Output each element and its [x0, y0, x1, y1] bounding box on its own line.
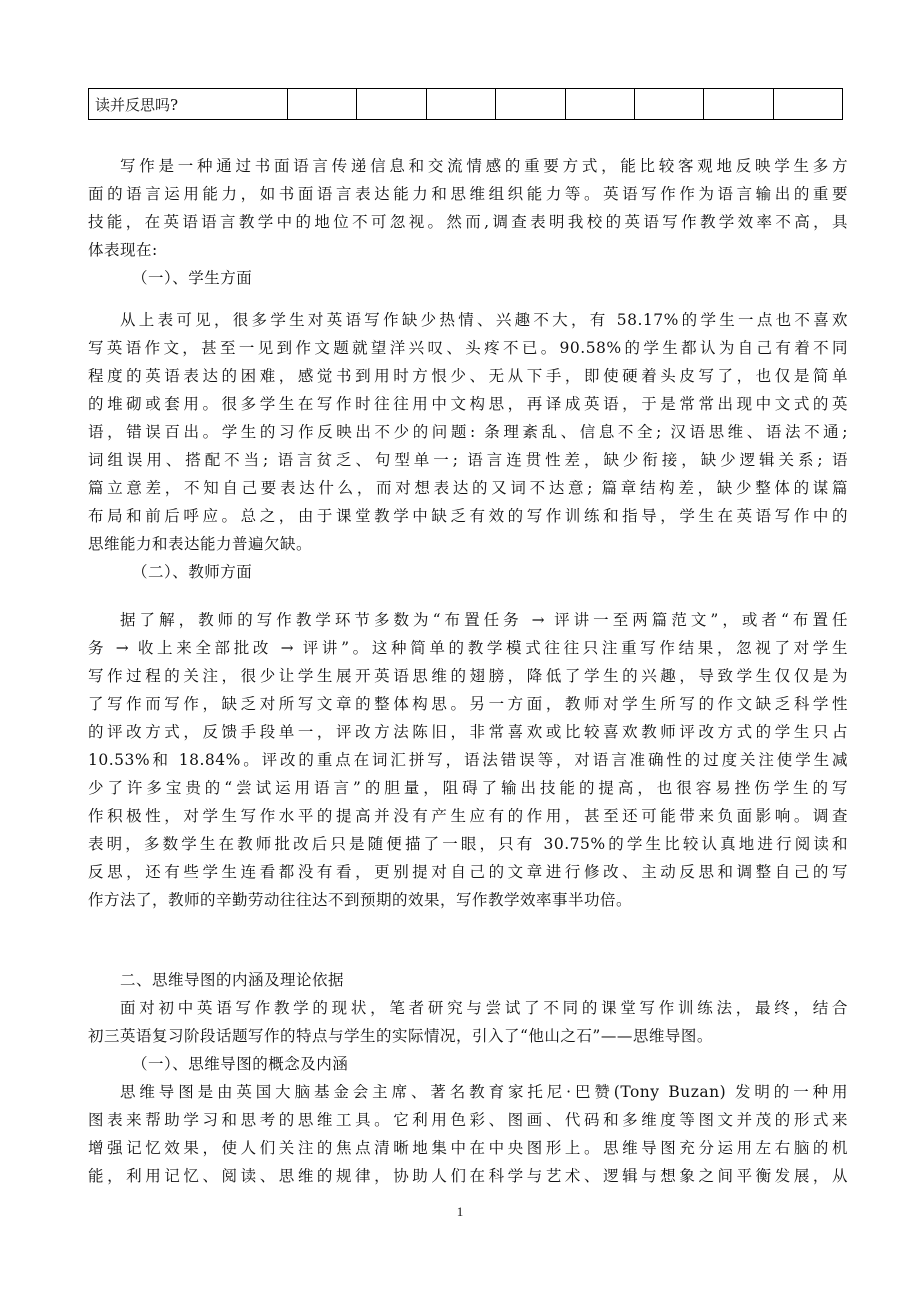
table-cell	[565, 89, 634, 120]
page-number: 1	[456, 1204, 464, 1219]
paragraph-line: 的堆砌或套用。很多学生在写作时往往用中文构思，再译成英语，于是常常出现中文式的英	[88, 395, 848, 413]
paragraph-line: 写作是一种通过书面语言传递信息和交流情感的重要方式，能比较客观地反映学生多方	[120, 157, 848, 175]
paragraph-line: 的评改方式，反馈手段单一，评改方法陈旧，非常喜欢或比较喜欢教师评改方式的学生只占	[88, 723, 848, 741]
paragraph-line: 据了解，教师的写作教学环节多数为“布置任务 → 评讲一至两篇范文”，或者“布置任	[120, 611, 848, 629]
intro-paragraph	[88, 152, 848, 292]
paragraph-line: 10.53%和 18.84%。评改的重点在词汇拼写，语法错误等，对语言准确性的过度关注使学生减	[88, 751, 848, 769]
table-cell	[773, 89, 842, 120]
paragraph-line: 务 → 收上来全部批改 → 评讲”。这种简单的教学模式往往只注重写作结果，忽视了对学生	[88, 639, 848, 657]
section-heading-teachers: （二）、教师方面	[132, 563, 253, 581]
paragraph-line: 作积极性，对学生写作水平的提高并没有产生应有的作用，甚至还可能带来负面影响。调查	[88, 807, 848, 825]
table-cell	[496, 89, 565, 120]
table-cell	[426, 89, 495, 120]
table-cell	[634, 89, 703, 120]
paragraph-line: 反思，还有些学生连看都没有看，更别提对自己的文章进行修改、主动反思和调整自己的写	[88, 863, 848, 881]
section-heading-concept: （一）、思维导图的概念及内涵	[132, 1055, 349, 1073]
paragraph-line: 程度的英语表达的困难，感觉书到用时方恨少、无从下手，即使硬着头皮写了，也仅是简单	[88, 367, 848, 385]
paragraph-line: 能，利用记忆、阅读、思维的规律，协助人们在科学与艺术、逻辑与想象之间平衡发展，从	[88, 1167, 848, 1185]
paragraph-line: 篇立意差，不知自己要表达什么，而对想表达的又词不达意; 篇章结构差，缺少整体的谋篇	[88, 479, 848, 497]
paragraph-line: 面对初中英语写作教学的现状，笔者研究与尝试了不同的课堂写作训练法，最终，结合	[120, 999, 848, 1017]
paragraph-line: 增强记忆效果，使人们关注的焦点清晰地集中在中央图形上。思维导图充分运用左右脑的机	[88, 1139, 848, 1157]
paragraph-line: 词组误用、搭配不当; 语言贫乏、句型单一; 语言连贯性差，缺少衔接，缺少逻辑关系; 语	[88, 451, 848, 469]
mindmap-section	[88, 966, 848, 1190]
students-paragraph	[88, 306, 848, 586]
table-row	[89, 89, 843, 120]
paragraph-line: 体表现在:	[88, 241, 158, 259]
paragraph-line: 布局和前后呼应。总之，由于课堂教学中缺乏有效的写作训练和指导，学生在英语写作中的	[88, 507, 848, 525]
paragraph-line: 技能，在英语语言教学中的地位不可忽视。然而,调查表明我校的英语写作教学效率不高，具	[88, 213, 848, 231]
table-cell	[357, 89, 426, 120]
paragraph-line: 从上表可见，很多学生对英语写作缺少热情、兴趣不大，有 58.17%的学生一点也不喜欢	[120, 311, 848, 329]
paragraph-line: 作方法了，教师的辛勤劳动往往达不到预期的效果，写作教学效率事半功倍。	[88, 891, 633, 909]
teachers-paragraph	[88, 606, 848, 914]
section-heading-mindmap: 二、思维导图的内涵及理论依据	[120, 971, 345, 989]
paragraph-line: 初三英语复习阶段话题写作的特点与学生的实际情况，引入了“他山之石”——思维导图。	[88, 1027, 713, 1045]
section-heading-students: （一）、学生方面	[132, 269, 253, 287]
paragraph-line: 了写作而写作，缺乏对所写文章的整体构思。另一方面，教师对学生所写的作文缺乏科学性	[88, 695, 848, 713]
paragraph-line: 少了许多宝贵的“尝试运用语言”的胆量，阻碍了输出技能的提高，也很容易挫伤学生的写	[88, 779, 848, 797]
table-cell	[704, 89, 773, 120]
paragraph-line: 思维导图是由英国大脑基金会主席、著名教育家托尼·巴赞(Tony Buzan) 发明的一种用	[120, 1083, 848, 1101]
table-cell	[288, 89, 357, 120]
paragraph-line: 图表来帮助学习和思考的思维工具。它利用色彩、图画、代码和多维度等图文并茂的形式来	[88, 1111, 848, 1129]
paragraph-line: 写英语作文，甚至一见到作文题就望洋兴叹、头疼不已。90.58%的学生都认为自己有着不同	[88, 339, 848, 357]
paragraph-line: 表明，多数学生在教师批改后只是随便描了一眼，只有 30.75%的学生比较认真地进行阅读和	[88, 835, 848, 853]
paragraph-line: 面的语言运用能力，如书面语言表达能力和思维组织能力等。英语写作作为语言输出的重要	[88, 185, 848, 203]
paragraph-line: 语，错误百出。学生的习作反映出不少的问题: 条理紊乱、信息不全; 汉语思维、语法不通;	[88, 423, 848, 441]
survey-table	[88, 88, 843, 120]
paragraph-line: 写作过程的关注，很少让学生展开英语思维的翅膀，降低了学生的兴趣，导致学生仅仅是为	[88, 667, 848, 685]
table-cell-question: 读并反思吗?	[89, 89, 288, 120]
paragraph-line: 思维能力和表达能力普遍欠缺。	[88, 535, 313, 553]
